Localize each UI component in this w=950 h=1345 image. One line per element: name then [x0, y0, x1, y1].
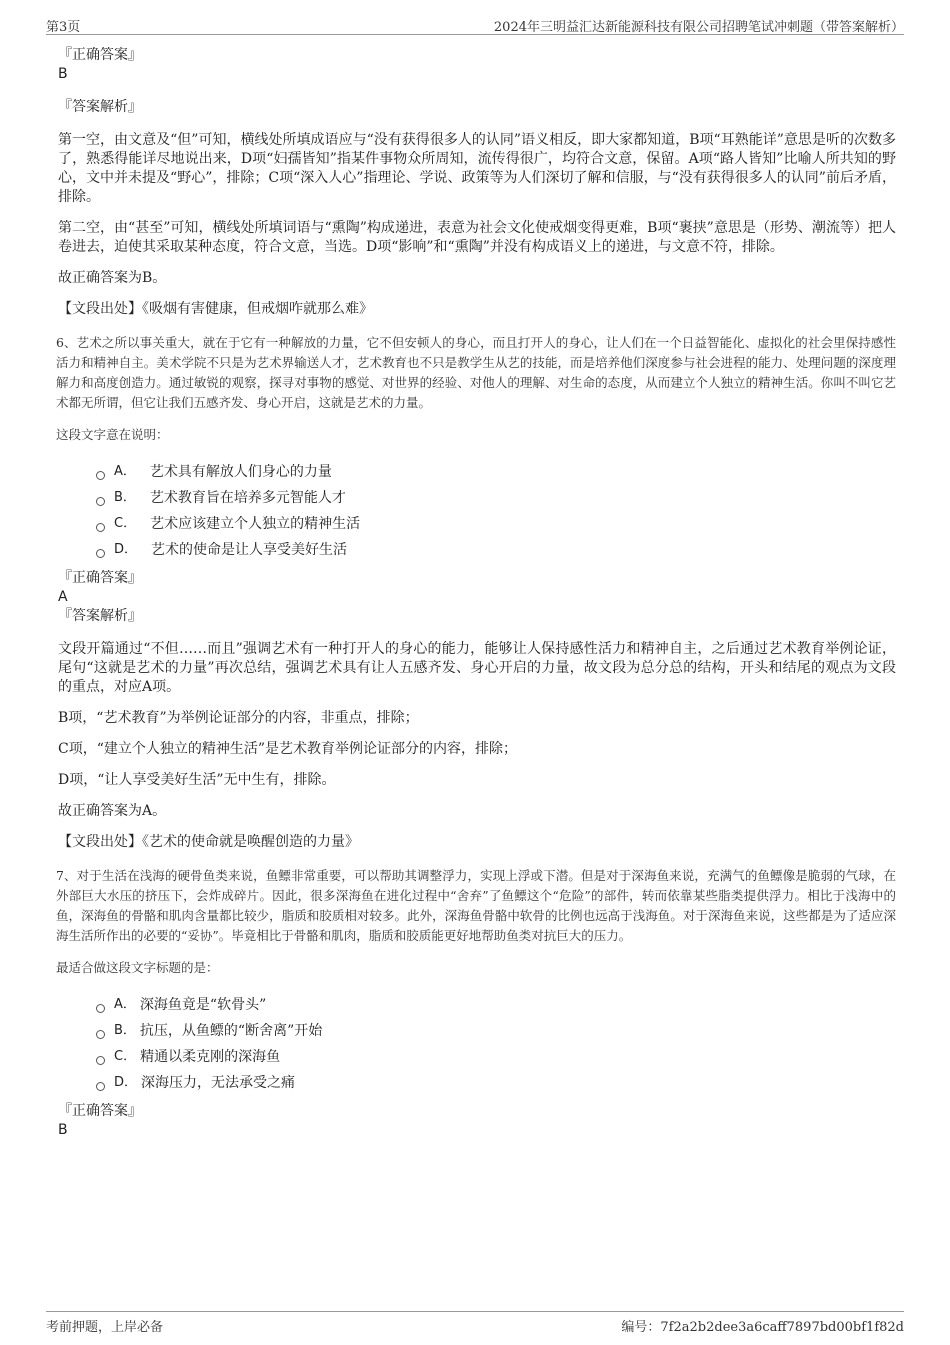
analysis-paragraph: B项，“艺术教育”为举例论证部分的内容，非重点，排除；	[58, 710, 419, 726]
question-6-options	[96, 459, 896, 563]
option-letter: B．	[114, 490, 136, 505]
document-title: 2024年三明益汇达新能源科技有限公司招聘笔试冲刺题（带答案解析）	[493, 20, 904, 35]
option-d[interactable]	[96, 537, 896, 563]
radio-icon[interactable]	[96, 1056, 105, 1065]
analysis-paragraph: 文段开篇通过“不但……而且”强调艺术有一种打开人的身心的能力，能够让人保持感性活力和精神自主，之后通过艺术教育举例论证，尾句“这就是艺术的力量”再次总结，强调艺术具有让人五感齐发、身心开启的力量，故文段为总分总的结构，开头和结尾的观点为文段的重点，对应A项。	[58, 641, 896, 695]
answer-value: B	[58, 66, 68, 82]
option-text: 艺术具有解放人们身心的力量	[149, 464, 332, 480]
option-a[interactable]	[96, 992, 896, 1018]
document-id: 编号：7f2a2b2dee3a6caff7897bd00bf1f82d	[621, 1320, 904, 1335]
option-text: 抗压，从鱼鳔的“断舍离”开始	[139, 1023, 323, 1039]
option-a[interactable]	[96, 459, 896, 485]
radio-icon[interactable]	[96, 1082, 105, 1091]
option-c[interactable]	[96, 511, 896, 537]
radio-icon[interactable]	[96, 497, 105, 506]
radio-icon[interactable]	[96, 1030, 105, 1039]
analysis-paragraph: C项，“建立个人独立的精神生活”是艺术教育举例论证部分的内容，排除；	[58, 741, 518, 757]
option-text: 艺术应该建立个人独立的精神生活	[150, 516, 361, 532]
option-letter: D．	[114, 542, 138, 557]
option-d[interactable]	[96, 1070, 896, 1096]
question-7-text: 7、对于生活在浅海的硬骨鱼类来说，鱼鳔非常重要，可以帮助其调整浮力，实现上浮或下潜。但是对于深海鱼来说，充满气的鱼鳔像是脆弱的气球，在外部巨大水压的挤压下，会炸成碎片。因此，很多深海鱼在进化过程中“舍弃”了鱼鳔这个“危险”的部件，转而依靠某些脂类提供浮力。相比于浅海中的鱼，深海鱼的骨骼和肌肉含量都比较少，脂质和胶质相对较多。此外，深海鱼骨骼中软骨的比例也远高于浅海鱼。对于深海鱼来说，这些都是为了适应深海生活所作出的必要的“妥协”。毕竟相比于骨骼和肌肉，脂质和胶质能更好地帮助鱼类对抗巨大的压力。	[56, 868, 896, 943]
option-b[interactable]	[96, 485, 896, 511]
answer-value: B	[58, 1122, 68, 1138]
option-letter: C．	[114, 516, 137, 531]
page-footer	[46, 1311, 904, 1336]
option-c[interactable]	[96, 1044, 896, 1070]
answer-label: 『正确答案』	[58, 47, 142, 63]
question-7-prompt: 最适合做这段文字标题的是：	[56, 960, 219, 975]
option-b[interactable]	[96, 1018, 896, 1044]
radio-icon[interactable]	[96, 523, 105, 532]
page-number: 第3页	[46, 20, 81, 35]
analysis-paragraph: D项，“让人享受美好生活”无中生有，排除。	[58, 772, 336, 788]
answer-label: 『正确答案』	[58, 570, 142, 586]
answer-value: A	[58, 589, 68, 605]
page-header	[46, 14, 904, 35]
footer-slogan: 考前押题，上岸必备	[46, 1320, 164, 1335]
option-text: 深海鱼竟是“软骨头”	[139, 997, 267, 1013]
question-7-options	[96, 992, 896, 1096]
analysis-label: 『答案解析』	[58, 99, 142, 115]
option-text: 深海压力，无法承受之痛	[141, 1075, 296, 1091]
option-letter: A．	[114, 997, 136, 1012]
question-6-text: 6、艺术之所以事关重大，就在于它有一种解放的力量，它不但安顿人的身心，而且打开人的身心，让人们在一个日益智能化、虚拟化的社会里保持感性活力和精神自主。美术学院不只是为艺术界输送人才，艺术教育也不只是教学生从艺的技能，而是培养他们深度参与社会进程的能力、处理问题的深度理解力和高度创造力。通过敏锐的观察，探寻对事物的感觉、对世界的经验、对他人的理解、对生命的态度，从而建立个人独立的精神生活。你叫不叫它艺术都无所谓，但它让我们五感齐发、身心开启，这就是艺术的力量。	[56, 335, 896, 410]
analysis-paragraph: 第一空，由文意及“但”可知，横线处所填成语应与“没有获得很多人的认同”语义相反，即大家都知道，B项“耳熟能详”意思是听的次数多了，熟悉得能详尽地说出来，D项“妇孺皆知”指某件事物众所周知，流传得很广，均符合文意，保留。A项“路人皆知”比喻人所共知的野心，文中并未提及“野心”，排除；C项“深入人心”指理论、学说、政策等为人们深切了解和信服，与“没有获得很多人的认同”前后矛盾，排除。	[58, 132, 896, 205]
analysis-paragraph: 第二空，由“甚至”可知，横线处所填词语与“熏陶”构成递进，表意为社会文化使戒烟变得更难，B项“裹挟”意思是（形势、潮流等）把人卷进去，迫使其采取某种态度，符合文意，当选。D项“影响”和“熏陶”并没有构成语义上的递进，与文意不符，排除。	[58, 220, 896, 255]
analysis-label: 『答案解析』	[58, 608, 142, 624]
radio-icon[interactable]	[96, 1004, 105, 1013]
radio-icon[interactable]	[96, 471, 105, 480]
option-letter: D．	[114, 1075, 138, 1090]
option-text: 艺术的使命是让人享受美好生活	[151, 542, 348, 558]
source-citation: 【文段出处】《艺术的使命就是唤醒创造的力量》	[58, 834, 359, 850]
option-text: 艺术教育旨在培养多元智能人才	[149, 490, 346, 506]
analysis-conclusion: 故正确答案为B。	[58, 270, 167, 286]
question-6-prompt: 这段文字意在说明：	[56, 427, 169, 442]
answer-label: 『正确答案』	[58, 1103, 142, 1119]
option-letter: C．	[114, 1049, 137, 1064]
analysis-conclusion: 故正确答案为A。	[58, 803, 167, 819]
option-letter: A．	[114, 464, 136, 479]
radio-icon[interactable]	[96, 549, 105, 558]
source-citation: 【文段出处】《吸烟有害健康，但戒烟咋就那么难》	[58, 301, 373, 317]
option-letter: B．	[114, 1023, 136, 1038]
document-body	[56, 46, 896, 1140]
option-text: 精通以柔克刚的深海鱼	[140, 1049, 281, 1065]
